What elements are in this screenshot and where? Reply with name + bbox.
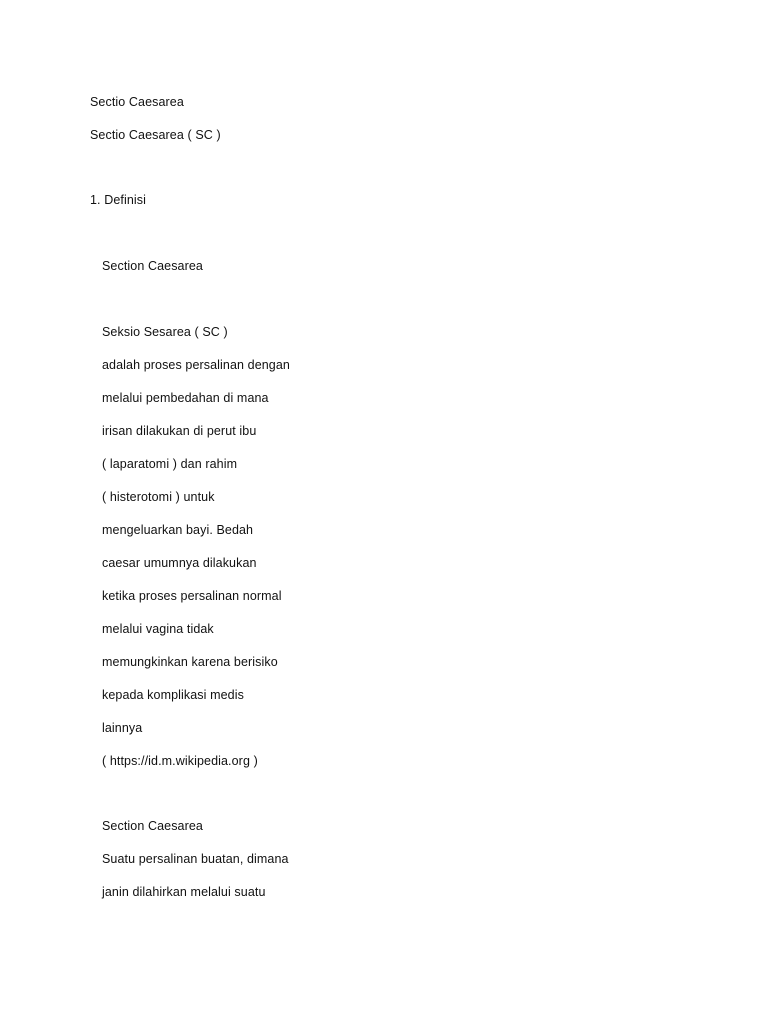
- definition-line: Suatu persalinan buatan, dimana: [102, 852, 289, 866]
- definition-line: irisan dilakukan di perut ibu: [102, 424, 257, 438]
- definition-line: melalui vagina tidak: [102, 622, 214, 636]
- definition-line: mengeluarkan bayi. Bedah: [102, 523, 254, 537]
- definition-line: lainnya: [102, 721, 143, 735]
- document-title: Sectio Caesarea: [90, 95, 184, 109]
- source-citation: ( https://id.m.wikipedia.org ): [102, 754, 258, 768]
- document-subtitle: Sectio Caesarea ( SC ): [90, 128, 221, 142]
- section-heading: 1. Definisi: [90, 193, 146, 207]
- definition-term: Seksio Sesarea ( SC ): [102, 325, 228, 339]
- definition-line: janin dilahirkan melalui suatu: [102, 885, 266, 899]
- definition-line: ( laparatomi ) dan rahim: [102, 457, 238, 471]
- definition-line: melalui pembedahan di mana: [102, 391, 269, 405]
- definition-term: Section Caesarea: [102, 819, 203, 833]
- definition-line: kepada komplikasi medis: [102, 688, 244, 702]
- definition-line: memungkinkan karena berisiko: [102, 655, 278, 669]
- definition-line: adalah proses persalinan dengan: [102, 358, 290, 372]
- definition-line: caesar umumnya dilakukan: [102, 556, 257, 570]
- definition-term: Section Caesarea: [102, 259, 203, 273]
- definition-line: ketika proses persalinan normal: [102, 589, 282, 603]
- definition-line: ( histerotomi ) untuk: [102, 490, 215, 504]
